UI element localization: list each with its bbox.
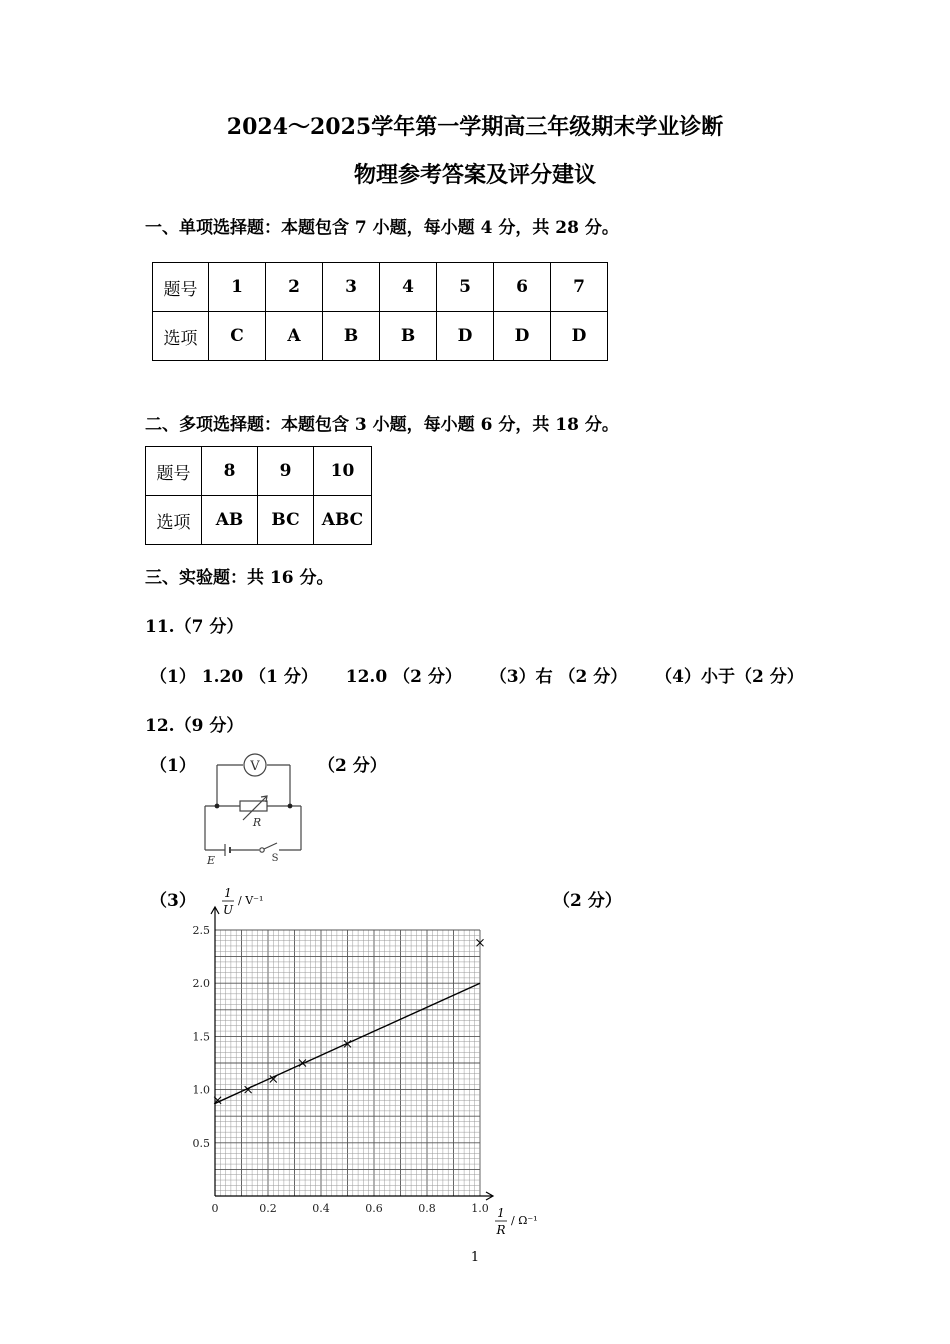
y-axis-label-num: 1	[224, 886, 232, 900]
table-cell: 3	[323, 263, 380, 312]
document-title: 2024～2025学年第一学期高三年级期末学业诊断	[226, 114, 724, 140]
section2-heading: 二、多项选择题：本题包含 3 小题，每小题 6 分，共 18 分。	[145, 415, 619, 435]
y-tick-label: 2.0	[192, 977, 210, 991]
document-subtitle: 物理参考答案及评分建议	[353, 162, 596, 188]
table-cell: 2	[266, 263, 323, 312]
table-cell: AB	[202, 496, 258, 545]
x-axis-label-den: R	[496, 1223, 506, 1237]
switch-lever	[264, 843, 277, 849]
table-cell: D	[494, 312, 551, 361]
section3-heading: 三、实验题：共 16 分。	[145, 568, 334, 588]
y-axis-label-den: U	[222, 903, 234, 917]
x-tick-label: 0.2	[259, 1202, 277, 1215]
q11-label: 11.（7 分）	[145, 617, 244, 637]
table-row	[153, 312, 608, 361]
circuit-diagram	[195, 748, 315, 868]
page-number: 1	[470, 1250, 480, 1265]
table-cell: BC	[258, 496, 314, 545]
x-tick-label: 0	[211, 1202, 219, 1215]
y-axis-label	[222, 886, 263, 917]
table-cell: 9	[258, 447, 314, 496]
table-cell: 6	[494, 263, 551, 312]
y-axis-label-unit: / V⁻¹	[238, 894, 264, 907]
circuit-node	[288, 804, 293, 809]
table-row	[146, 447, 372, 496]
q12-part3-label: （3）	[150, 891, 196, 911]
table-cell: B	[323, 312, 380, 361]
table-cell: A	[266, 312, 323, 361]
switch-label: S	[271, 853, 279, 864]
table-cell: C	[209, 312, 266, 361]
q11-part2: 12.0 （2 分）	[345, 667, 462, 687]
table-cell: D	[551, 312, 608, 361]
resistor-label: R	[252, 816, 262, 829]
circuit-node	[215, 804, 220, 809]
x-tick-label: 0.6	[365, 1202, 383, 1215]
table-cell-label: 题号	[146, 447, 202, 496]
switch-contact	[260, 848, 264, 852]
voltmeter-label: V	[250, 759, 260, 774]
q11-answers	[150, 662, 804, 687]
table-cell: ABC	[314, 496, 372, 545]
y-tick-label: 0.5	[192, 1136, 210, 1150]
x-axis-label-unit: / Ω⁻¹	[511, 1214, 538, 1227]
table-cell-label: 选项	[146, 496, 202, 545]
section1-answer-table	[152, 262, 608, 361]
x-tick-label: 0.8	[418, 1202, 436, 1215]
x-tick-label: 1.0	[471, 1202, 489, 1215]
table-cell: B	[380, 312, 437, 361]
chart-plot	[180, 880, 550, 1240]
table-cell-label: 选项	[153, 312, 209, 361]
x-tick-label: 0.4	[312, 1202, 330, 1215]
table-cell-label: 题号	[153, 263, 209, 312]
battery-label: E	[206, 854, 216, 867]
y-tick-label: 1.5	[192, 1030, 210, 1044]
q12-part1-score: （2 分）	[318, 756, 387, 776]
q12-part1-label: （1）	[150, 756, 196, 776]
section2-answer-table	[145, 446, 372, 545]
table-row	[146, 496, 372, 545]
q11-part3: （3）右 （2 分）	[489, 667, 628, 687]
table-cell: 4	[380, 263, 437, 312]
table-cell: 8	[202, 447, 258, 496]
table-cell: 1	[209, 263, 266, 312]
x-axis-label-num: 1	[497, 1206, 505, 1220]
q12-label: 12.（9 分）	[145, 716, 244, 736]
y-tick-label: 1.0	[192, 1083, 210, 1097]
q11-part1: （1） 1.20 （1 分）	[150, 667, 318, 687]
table-cell: 7	[551, 263, 608, 312]
x-axis-label	[495, 1206, 538, 1237]
q11-part4: （4）小于（2 分）	[655, 667, 804, 687]
table-row	[153, 263, 608, 312]
y-tick-label: 2.5	[192, 924, 210, 937]
q12-part3-score: （2 分）	[553, 891, 622, 911]
table-cell: 5	[437, 263, 494, 312]
section1-heading: 一、单项选择题：本题包含 7 小题，每小题 4 分，共 28 分。	[145, 218, 619, 238]
table-cell: 10	[314, 447, 372, 496]
table-cell: D	[437, 312, 494, 361]
